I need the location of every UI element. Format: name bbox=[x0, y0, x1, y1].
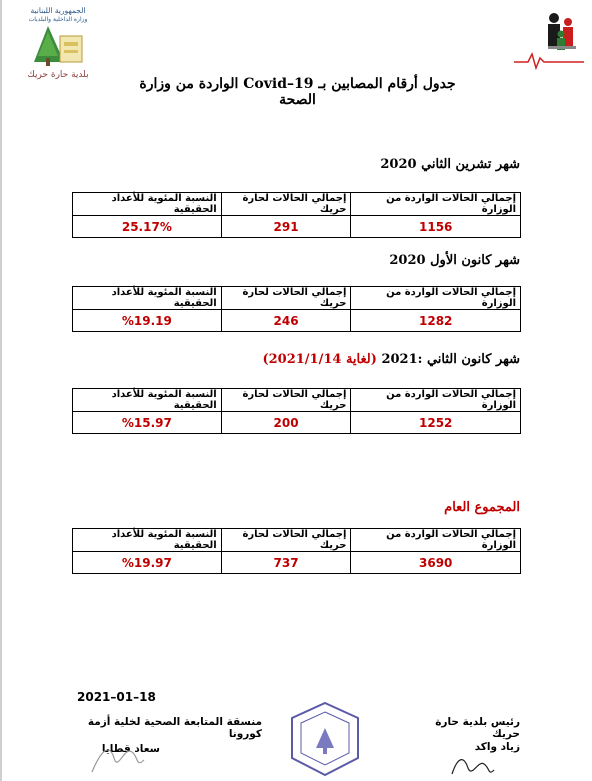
cell-ministry: 1252 bbox=[351, 412, 521, 434]
mayor-name: زياد واكد bbox=[474, 741, 520, 753]
cell-ratio: %19.97 bbox=[73, 552, 222, 574]
table-january bbox=[72, 388, 521, 434]
table-total bbox=[72, 528, 521, 574]
cell-ratio: %15.97 bbox=[73, 412, 222, 434]
coordinator-title: منسقة المتابعة الصحية لخلية أزمة كورونا bbox=[87, 716, 262, 740]
table-header-row bbox=[73, 529, 521, 552]
col-header-ratio: النسبة المئوية للأعداد الحقيقية bbox=[73, 287, 222, 310]
mayor-signature-icon bbox=[448, 750, 498, 780]
table-header-row bbox=[73, 287, 521, 310]
section-heading-november: شهر تشرين الثاني 2020 bbox=[380, 157, 520, 172]
col-header-ministry: إجمالي الحالات الواردة من الوزارة bbox=[351, 389, 521, 412]
cell-ministry: 1282 bbox=[351, 310, 521, 332]
col-header-haret: إجمالي الحالات لحارة حريك bbox=[221, 193, 351, 216]
mayor-title: رئيس بلدية حارة حريك bbox=[435, 716, 520, 740]
col-header-ratio: النسبة المئوية للأعداد الحقيقية bbox=[73, 389, 222, 412]
table-row bbox=[73, 552, 521, 574]
col-header-ratio: النسبة المئوية للأعداد الحقيقية bbox=[73, 529, 222, 552]
col-header-ministry: إجمالي الحالات الواردة من الوزارة bbox=[351, 287, 521, 310]
section-heading-january bbox=[262, 352, 520, 367]
col-header-haret: إجمالي الحالات لحارة حريك bbox=[221, 287, 351, 310]
col-header-haret: إجمالي الحالات لحارة حريك bbox=[221, 389, 351, 412]
page-edge bbox=[0, 0, 2, 781]
col-header-ministry: إجمالي الحالات الواردة من الوزارة bbox=[351, 193, 521, 216]
table-row bbox=[73, 216, 521, 238]
section-heading-january-note: (لغاية 2021/1/14) bbox=[262, 352, 377, 367]
section-heading-total: المجموع العام bbox=[444, 500, 520, 515]
logo-text-2: وزارة الداخلية والبلديات bbox=[28, 16, 88, 23]
section-heading-december: شهر كانون الأول 2020 bbox=[389, 253, 520, 268]
table-header-row bbox=[73, 389, 521, 412]
col-header-haret: إجمالي الحالات لحارة حريك bbox=[221, 529, 351, 552]
table-row bbox=[73, 412, 521, 434]
document-date: 2021–01–18 bbox=[77, 690, 156, 704]
table-november bbox=[72, 192, 521, 238]
cell-ministry: 3690 bbox=[351, 552, 521, 574]
col-header-ratio: النسبة المئوية للأعداد الحقيقية bbox=[73, 193, 222, 216]
cell-haret: 200 bbox=[221, 412, 351, 434]
cell-haret: 737 bbox=[221, 552, 351, 574]
cedar-emblem-icon bbox=[30, 22, 86, 68]
cell-ratio: 25.17% bbox=[73, 216, 222, 238]
cell-haret: 246 bbox=[221, 310, 351, 332]
table-header-row bbox=[73, 193, 521, 216]
logo-caption: بلدية حارة حريك bbox=[27, 70, 89, 80]
section-heading-january-text: شهر كانون الثاني :2021 bbox=[381, 352, 520, 367]
logo-text-1: الجمهورية اللبنانية bbox=[30, 6, 86, 15]
family-health-logo-icon bbox=[514, 10, 584, 70]
cell-haret: 291 bbox=[221, 216, 351, 238]
col-header-ministry: إجمالي الحالات الواردة من الوزارة bbox=[351, 529, 521, 552]
table-row bbox=[73, 310, 521, 332]
cell-ratio: %19.19 bbox=[73, 310, 222, 332]
coordinator-signature-icon bbox=[88, 738, 148, 778]
municipality-logo bbox=[22, 6, 94, 84]
page-title: جدول أرقام المصابين بـ Covid–19 الواردة من وزارة الصحة bbox=[139, 76, 456, 108]
official-stamp-icon bbox=[286, 700, 364, 778]
coordinator-name: سعاد قطايا bbox=[101, 743, 160, 755]
table-december bbox=[72, 286, 521, 332]
cell-ministry: 1156 bbox=[351, 216, 521, 238]
